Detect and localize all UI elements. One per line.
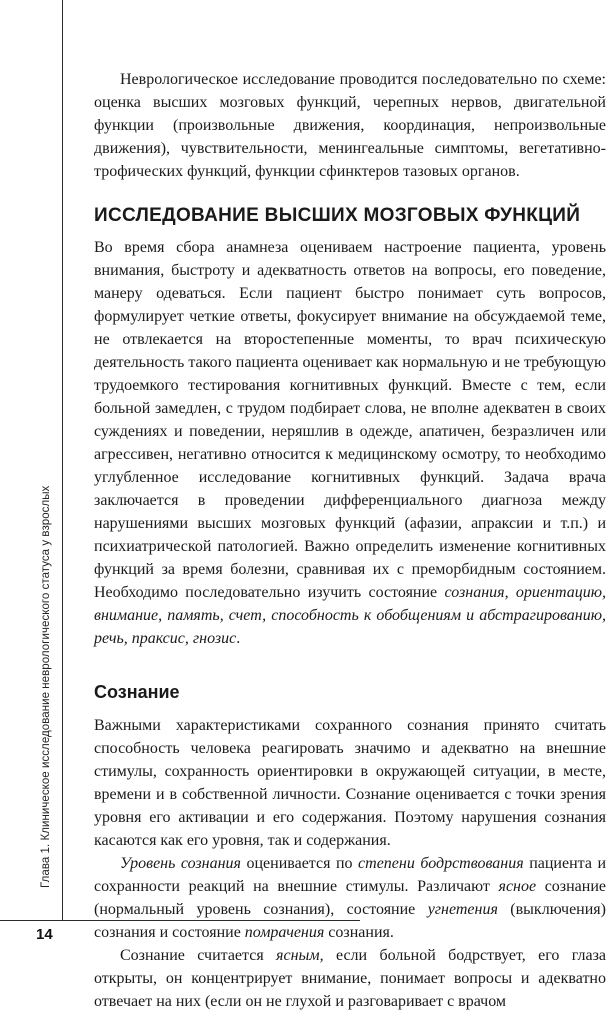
- footer-rule: [0, 920, 360, 921]
- term-wakefulness: степени бодрствования: [358, 855, 524, 872]
- section-paragraph-italic: сознания, ориентацию, внимание, память, счет, способность к обобщениям и абстрагированию, речь, праксис, гнозис: [94, 584, 606, 647]
- term-clear-state: ясным,: [276, 947, 324, 964]
- text-run: оценивается по: [240, 855, 359, 872]
- section-paragraph-text: Во время сбора анамнеза оцениваем настроение пациента, уровень внимания, быстроту и адекватность ответов на вопросы, его поведение, манеру одеваться. Если пациент быстро понимает суть вопросов, формулирует четкие ответы, фокусирует внимание на обсуждаемой теме, не отвлекается на второстепенные моменты, то врач психическую деятельность такого пациента оценивает как нормальную и не требующую трудоемкого тестирования когнитивных функций. Вместе с тем, если больной замедлен, с трудом подбирает слова, не вполне адекватен в своих суждениях и поведении, неряшлив в одежде, апатичен, безразличен или агрессивен, негативно относится к медицинскому осмотру, то необходимо углубленное исследование когнитивных функций. Задача врача заключается в проведении дифференциального диагноза между нарушениями высших мозговых функций (афазии, апраксии и т.п.) и психиатрической патологией. Важно определить изменение когнитивных функций за время болезни, сравнивая их с преморбидным состоянием. Необходимо последовательно изучить состояние: [94, 239, 606, 601]
- term-clear: ясное: [498, 878, 537, 895]
- text-run: Сознание считается: [120, 947, 277, 964]
- text-run: (выключения) сознания и состояние: [94, 901, 606, 941]
- text-run: сознания.: [324, 924, 394, 941]
- section-heading: ИССЛЕДОВАНИЕ ВЫСШИХ МОЗГОВЫХ ФУНКЦИЙ: [94, 205, 581, 226]
- consciousness-paragraph-1: Важными характеристиками сохранного сознания принято считать способность человека реагировать значимо и адекватно на внешние стимулы, сохранность ориентировки в окружающей ситуации, в месте, времени и в собственной личности. Сознание оценивается с точки зрения уровня его активации и его содержания. Поэтому нарушения сознания касаются как его уровня, так и содержания.: [94, 717, 606, 849]
- term-clouding: помрачения: [244, 924, 325, 941]
- term-level: Уровень сознания: [120, 855, 241, 872]
- page-body: [94, 68, 606, 1013]
- margin-rule: [62, 0, 63, 920]
- consciousness-paragraph-3: [94, 944, 606, 1013]
- intro-paragraph: Неврологическое исследование проводится последовательно по схеме: оценка высших мозговых функций, черепных нервов, двигательной функции (произвольные движения, координация, непроизвольные движения), чувствительности, менингеальные симптомы, вегетативно-трофических функций, функции сфинктеров тазовых органов.: [94, 71, 606, 180]
- page-number: 14: [36, 926, 53, 943]
- text-run: если больной бодрствует, его глаза открыты, он концентрирует внимание, понимает вопросы и адекватно отвечает на них (если он не глухой и разговаривает с врачом: [94, 947, 607, 1010]
- term-depression: угнетения: [427, 901, 498, 918]
- subsection-heading: Сознание: [94, 682, 180, 702]
- consciousness-paragraph-2: [94, 852, 606, 944]
- section-paragraph-end: .: [236, 630, 241, 647]
- running-head: Глава 1. Клиническое исследование неврологического статуса у взрослых: [40, 485, 52, 888]
- text-run: пациента и сохранности реакций на внешние стимулы. Различают: [94, 855, 607, 895]
- section-paragraph: [94, 236, 606, 650]
- text-run: сознание (нормальный уровень сознания), состояние: [94, 878, 606, 918]
